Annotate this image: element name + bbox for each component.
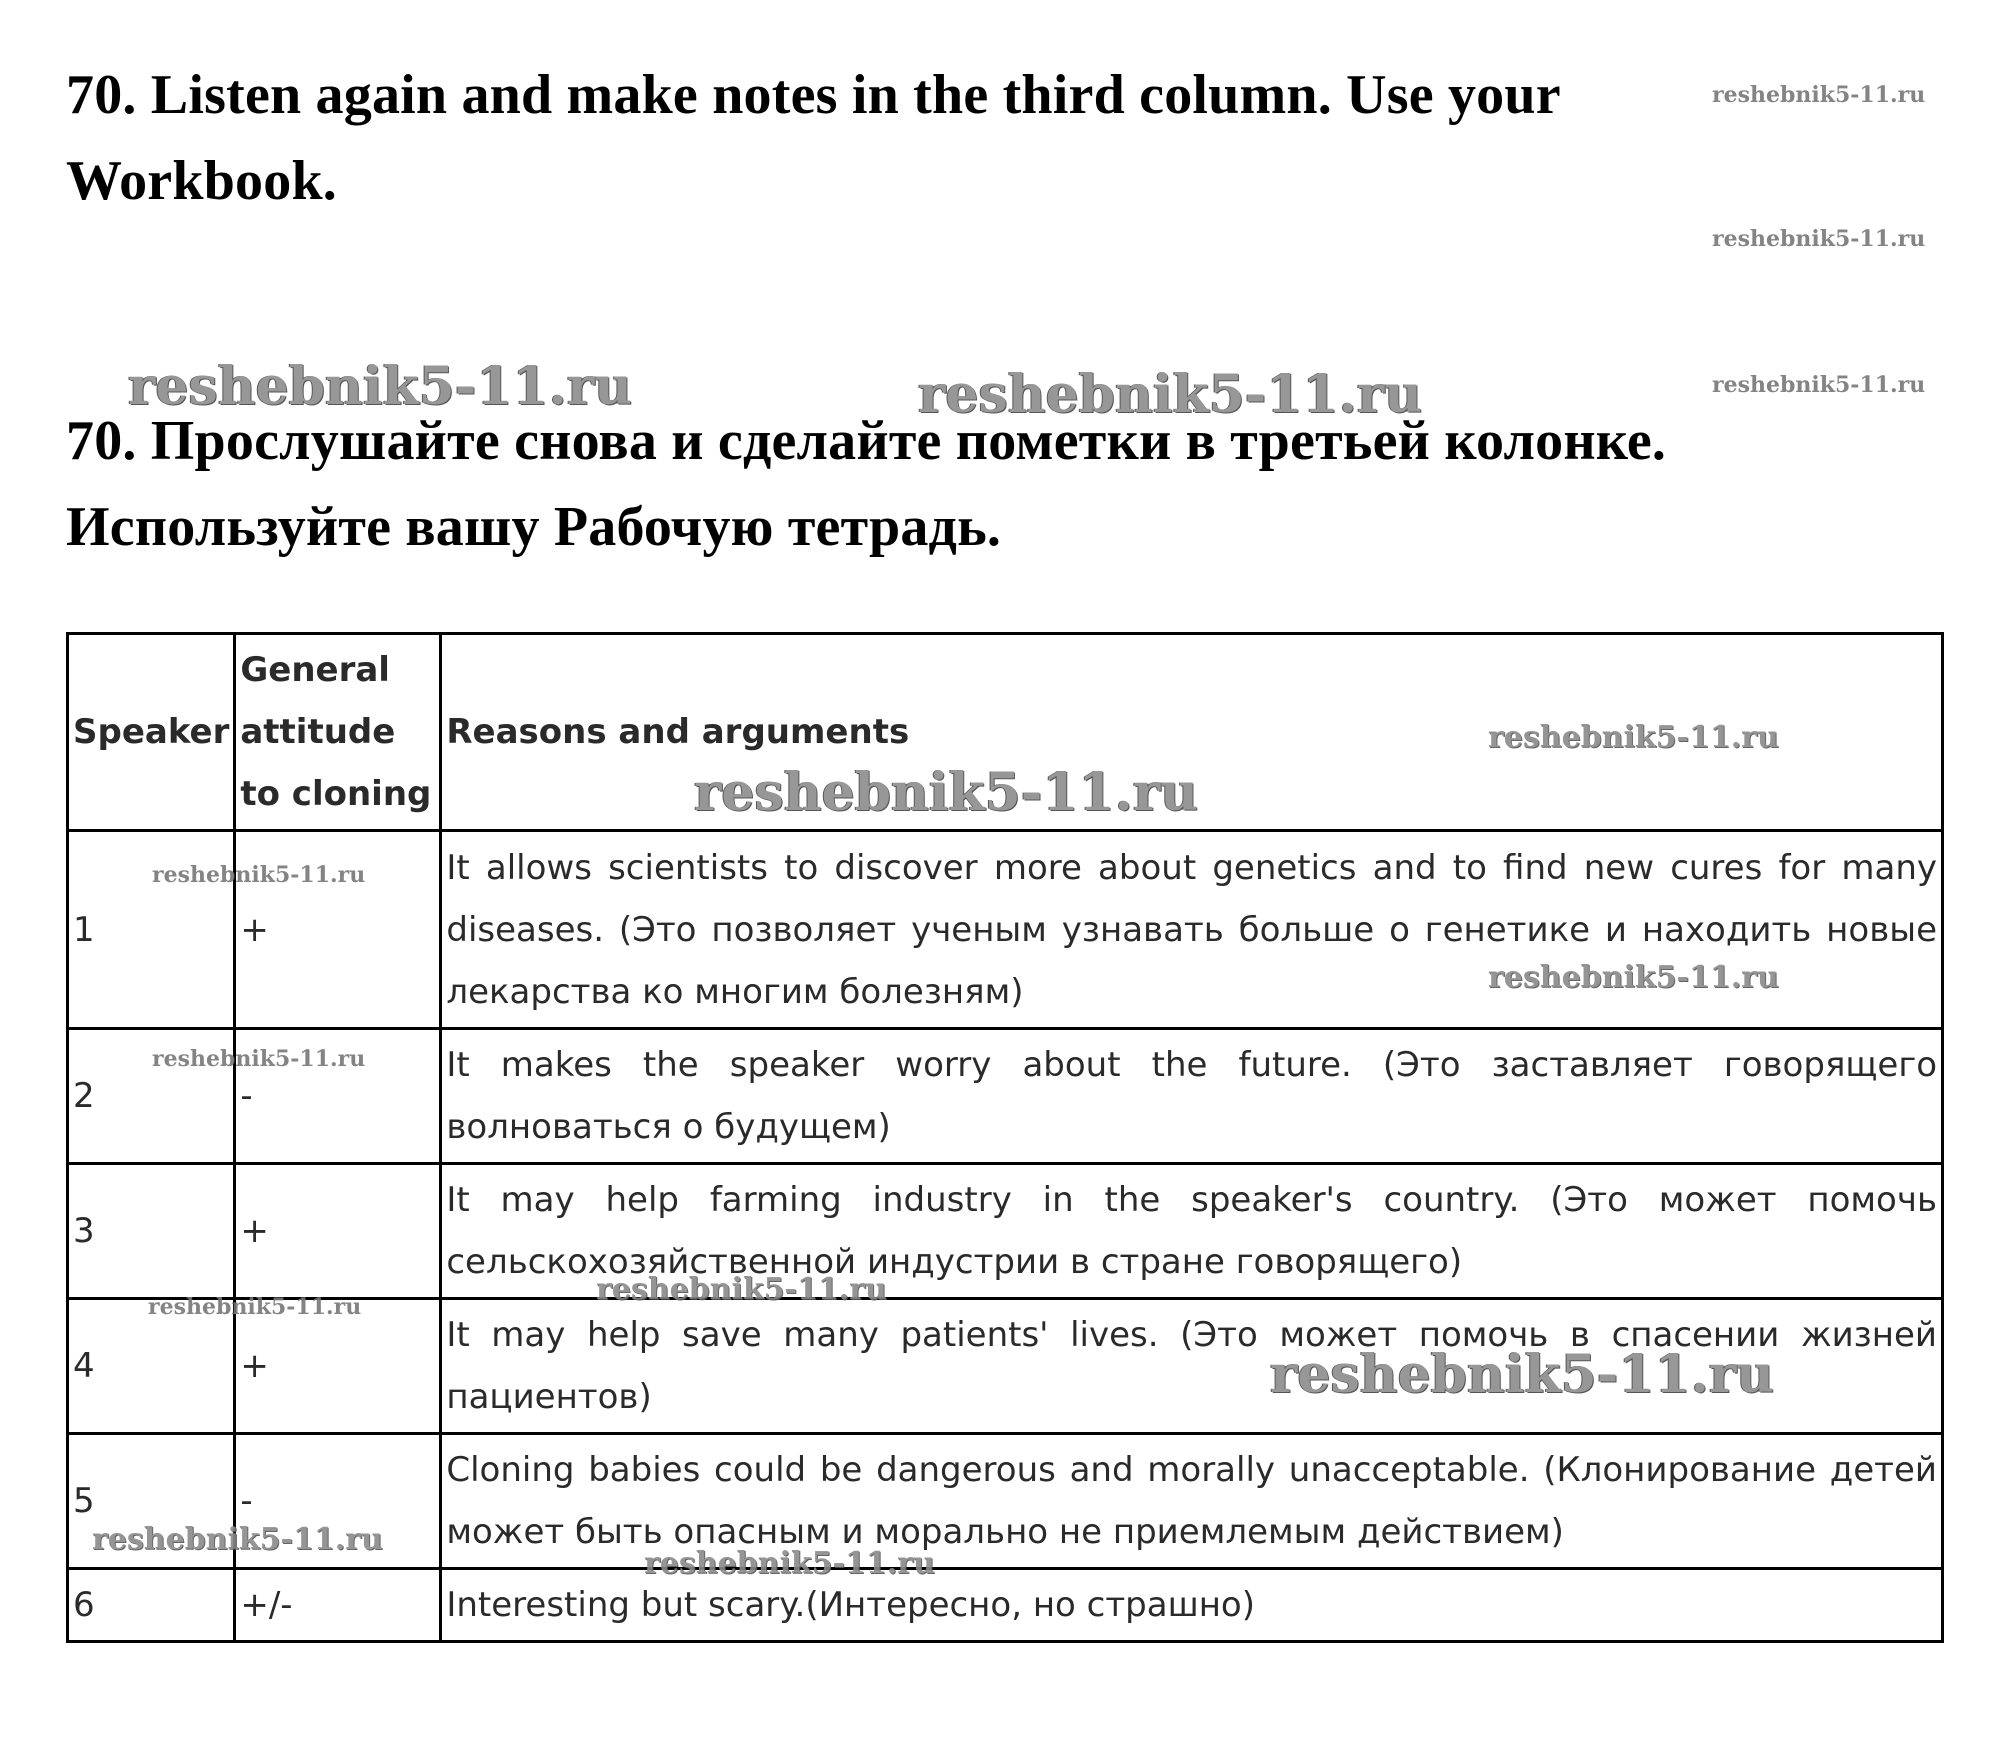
watermark: reshebnik5-11.ru — [1712, 372, 1926, 398]
watermark: reshebnik5-11.ru — [148, 1294, 362, 1320]
exercise-heading-en: 70. Listen again and make notes in the third column. Use your Workbook. — [66, 64, 1560, 212]
watermark: reshebnik5-11.ru — [1488, 960, 1779, 995]
header-speaker: Speaker — [68, 634, 235, 831]
cell-attitude: + — [235, 1299, 441, 1434]
table-row — [68, 831, 1943, 1029]
header-attitude: General attitude to cloning — [235, 634, 441, 831]
watermark: reshebnik5-11.ru — [596, 1272, 887, 1307]
table-row — [68, 1029, 1943, 1164]
cell-speaker: 4 — [68, 1299, 235, 1434]
cell-attitude: + — [235, 831, 441, 1029]
cell-reasons: It makes the speaker worry about the future. (Это заставляет говорящего волноваться о будущем) — [441, 1029, 1943, 1164]
cell-reasons: Interesting but scary.(Интересно, но страшно) — [441, 1569, 1943, 1642]
table-row — [68, 1434, 1943, 1569]
cell-speaker: 6 — [68, 1569, 235, 1642]
cell-speaker: 5 — [68, 1434, 235, 1569]
watermark: reshebnik5-11.ru — [1712, 82, 1926, 108]
notes-table — [66, 632, 1944, 1643]
cell-attitude: +/- — [235, 1569, 441, 1642]
watermark: reshebnik5-11.ru — [152, 862, 366, 888]
watermark: reshebnik5-11.ru — [92, 1522, 383, 1557]
cell-speaker: 2 — [68, 1029, 235, 1164]
exercise-heading-ru: 70. Прослушайте снова и сделайте пометки в третьей колонке. Используйте вашу Рабочую тетрадь. — [66, 410, 1667, 558]
watermark: reshebnik5-11.ru — [152, 1046, 366, 1072]
watermark: reshebnik5-11.ru — [1488, 720, 1779, 755]
header-reasons: Reasons and arguments — [441, 634, 1943, 831]
cell-reasons: It may help farming industry in the speaker's country. (Это может помочь сельскохозяйственной индустрии в стране говорящего) — [441, 1164, 1943, 1299]
watermark: reshebnik5-11.ru — [1712, 226, 1926, 252]
watermark: reshebnik5-11.ru — [694, 762, 1199, 823]
cell-attitude: - — [235, 1434, 441, 1569]
cell-attitude: - — [235, 1029, 441, 1164]
cell-speaker: 3 — [68, 1164, 235, 1299]
table-header-row — [68, 634, 1943, 831]
cell-reasons: It may help save many patients' lives. (Это может помочь в спасении жизней пациентов) — [441, 1299, 1943, 1434]
cell-speaker: 1 — [68, 831, 235, 1029]
watermark: reshebnik5-11.ru — [128, 356, 633, 417]
watermark: reshebnik5-11.ru — [1270, 1344, 1775, 1405]
table-row — [68, 1299, 1943, 1434]
cell-reasons: Cloning babies could be dangerous and morally unacceptable. (Клонирование детей может быть опасным и морально не приемлемым действием) — [441, 1434, 1943, 1569]
cell-reasons: It allows scientists to discover more about genetics and to find new cures for many diseases. (Это позволяет ученым узнавать больше о генетике и находить новые лекарства ко многим болезням) — [441, 831, 1943, 1029]
table-row — [68, 1569, 1943, 1642]
watermark: reshebnik5-11.ru — [918, 364, 1423, 425]
cell-attitude: + — [235, 1164, 441, 1299]
table-row — [68, 1164, 1943, 1299]
watermark: reshebnik5-11.ru — [644, 1546, 935, 1581]
